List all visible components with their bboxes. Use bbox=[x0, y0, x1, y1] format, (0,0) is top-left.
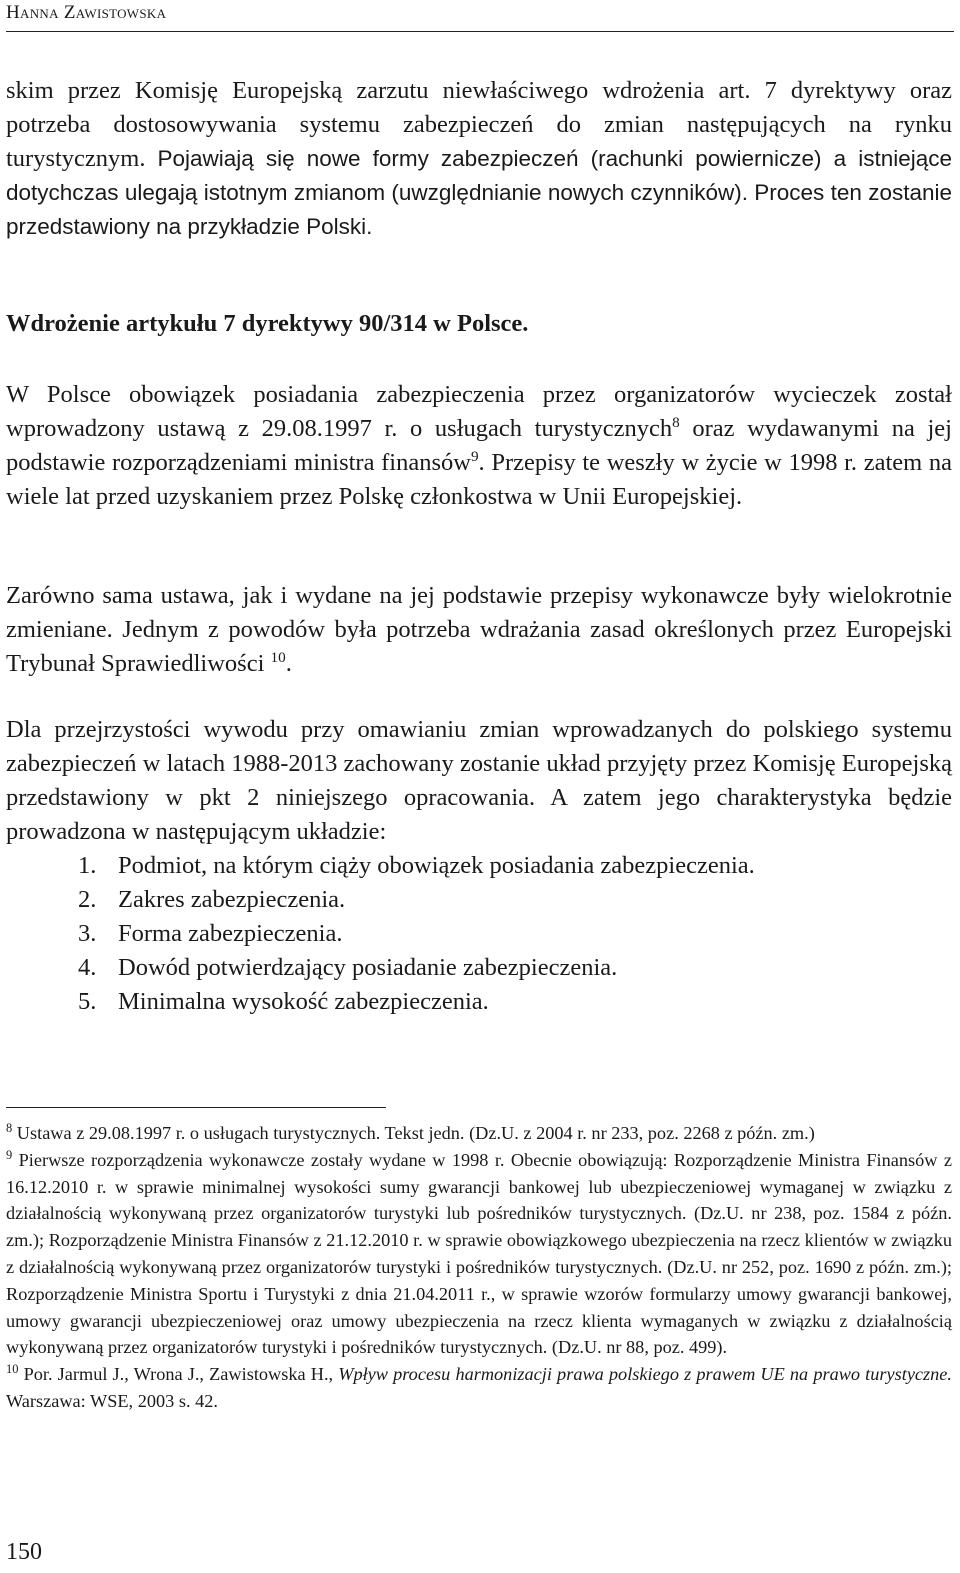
footnote-8 bbox=[6, 1120, 952, 1147]
footnote-number: 10 bbox=[6, 1362, 19, 1377]
cited-work-title: Wpływ procesu harmonizacji prawa polskiego z prawem UE na prawo turystyczne. bbox=[338, 1364, 952, 1385]
footnotes bbox=[6, 1120, 952, 1415]
section-heading: Wdrożenie artykułu 7 dyrektywy 90/314 w Polsce. bbox=[6, 310, 529, 337]
footnote-10 bbox=[6, 1361, 952, 1415]
characteristics-list bbox=[78, 849, 755, 1019]
list-item-text: Zakres zabezpieczenia. bbox=[118, 886, 346, 913]
amendments-paragraph bbox=[6, 579, 952, 681]
list-item-number: 2. bbox=[78, 886, 97, 913]
footnote-9 bbox=[6, 1147, 952, 1361]
header-rule bbox=[6, 31, 954, 32]
list-item-text: Minimalna wysokość zabezpieczenia. bbox=[118, 988, 489, 1015]
list-item bbox=[78, 985, 755, 1019]
page-number: 150 bbox=[6, 1539, 42, 1565]
list-item-text: Podmiot, na którym ciąży obowiązek posiadania zabezpieczenia. bbox=[118, 852, 755, 879]
footnote-text: Warszawa: WSE, 2003 s. 42. bbox=[6, 1390, 218, 1411]
intro-text-sans: Pojawiają się nowe formy zabezpieczeń (rachunki powiernicze) a istniejące dotychczas ulegają istotnym zmianom (uwzględnianie nowych czynników). Proces ten zostanie przedstawiony na przykładzie Polski. bbox=[6, 146, 952, 239]
amendments-text-2: . bbox=[285, 650, 292, 677]
list-item bbox=[78, 917, 755, 951]
poland-text-1: W Polsce obowiązek posiadania zabezpieczenia przez organizatorów wycieczek został wprowadzony ustawą z 29.08.1997 r. o usługach turystycznych bbox=[6, 381, 952, 442]
list-item bbox=[78, 883, 755, 917]
poland-text-2: oraz wydawanymi na jej podstawie rozporządzeniami ministra finansów bbox=[6, 415, 952, 476]
list-item-number: 1. bbox=[78, 852, 97, 879]
list-item-text: Forma zabezpieczenia. bbox=[118, 920, 343, 947]
footnote-text: Pierwsze rozporządzenia wykonawcze zostały wydane w 1998 r. Obecnie obowiązują: Rozporządzenie Ministra Finansów z 16.12.2010 r. w sprawie minimalnej wysokości sumy gwarancji bankowej lub ubezpieczeniowej wymaganej w związku z działalnością wykonywaną przez organizatorów turystyki lub pośredników turystycznych. (Dz.U. nr 238, poz. 1584 z późn. zm.); Rozporządzenie Ministra Finansów z 21.12.2010 r. w sprawie obowiązkowego ubezpieczenia na rzecz klientów w związku z działalnością wykonywaną przez organizatorów turystyki i pośredników turystycznych. (Dz.U. nr 252, poz. 1690 z późn. zm.); Rozporządzenie Ministra Sportu i Turystyki z dnia 21.04.2011 r., w sprawie wzorów formularzy umowy gwarancji bankowej, umowy gwarancji ubezpieczeniowej oraz umowy ubezpieczenia na rzecz klienta wymaganych w związku z działalnością wykonywaną przez organizatorów turystyki i pośredników turystycznych. (Dz.U. nr 88, poz. 499). bbox=[6, 1149, 952, 1358]
list-item-text: Dowód potwierdzający posiadanie zabezpieczenia. bbox=[118, 954, 618, 981]
list-item bbox=[78, 951, 755, 985]
list-item-number: 4. bbox=[78, 954, 97, 981]
running-header: Hanna Zawistowska bbox=[6, 2, 167, 23]
amendments-text-1: Zarówno sama ustawa, jak i wydane na jej podstawie przepisy wykonawcze były wielokrotnie zmieniane. Jednym z powodów była potrzeba wdrażania zasad określonych przez Europejski Trybunał Sprawiedliwości bbox=[6, 582, 952, 677]
footnote-ref-9[interactable]: 9 bbox=[470, 447, 479, 465]
list-item bbox=[78, 849, 755, 883]
intro-text-serif: skim przez Komisję Europejską zarzutu niewłaściwego wdrożenia art. 7 dyrektywy oraz potrzeba dostosowywania systemu zabezpieczeń do zmian następujących na rynku turystycznym. bbox=[6, 77, 952, 172]
intro-paragraph bbox=[6, 74, 952, 244]
footnote-text: Por. Jarmul J., Wrona J., Zawistowska H., bbox=[23, 1364, 339, 1385]
structure-text: Dla przejrzystości wywodu przy omawianiu zmian wprowadzanych do polskiego systemu zabezpieczeń w latach 1988-2013 zachowany zostanie układ przyjęty przez Komisję Europejską przedstawiony w pkt 2 niniejszego opracowania. A zatem jego charakterystyka będzie prowadzona w następującym układzie: bbox=[6, 716, 952, 845]
footnote-number: 8 bbox=[6, 1120, 13, 1135]
poland-text-3: . Przepisy te weszły w życie w 1998 r. zatem na wiele lat przed uzyskaniem przez Polskę członkostwa w Unii Europejskiej. bbox=[6, 449, 952, 510]
list-item-number: 3. bbox=[78, 920, 97, 947]
list-item-number: 5. bbox=[78, 988, 97, 1015]
footnote-number: 9 bbox=[6, 1147, 13, 1162]
footnote-separator bbox=[6, 1107, 386, 1108]
structure-paragraph bbox=[6, 713, 952, 849]
footnote-ref-8[interactable]: 8 bbox=[672, 413, 680, 431]
poland-paragraph bbox=[6, 378, 952, 514]
footnote-text: Ustawa z 29.08.1997 r. o usługach turystycznych. Tekst jedn. (Dz.U. z 2004 r. nr 233, poz. 2268 z późn. zm.) bbox=[16, 1123, 815, 1143]
footnote-ref-10[interactable]: 10 bbox=[270, 648, 286, 666]
